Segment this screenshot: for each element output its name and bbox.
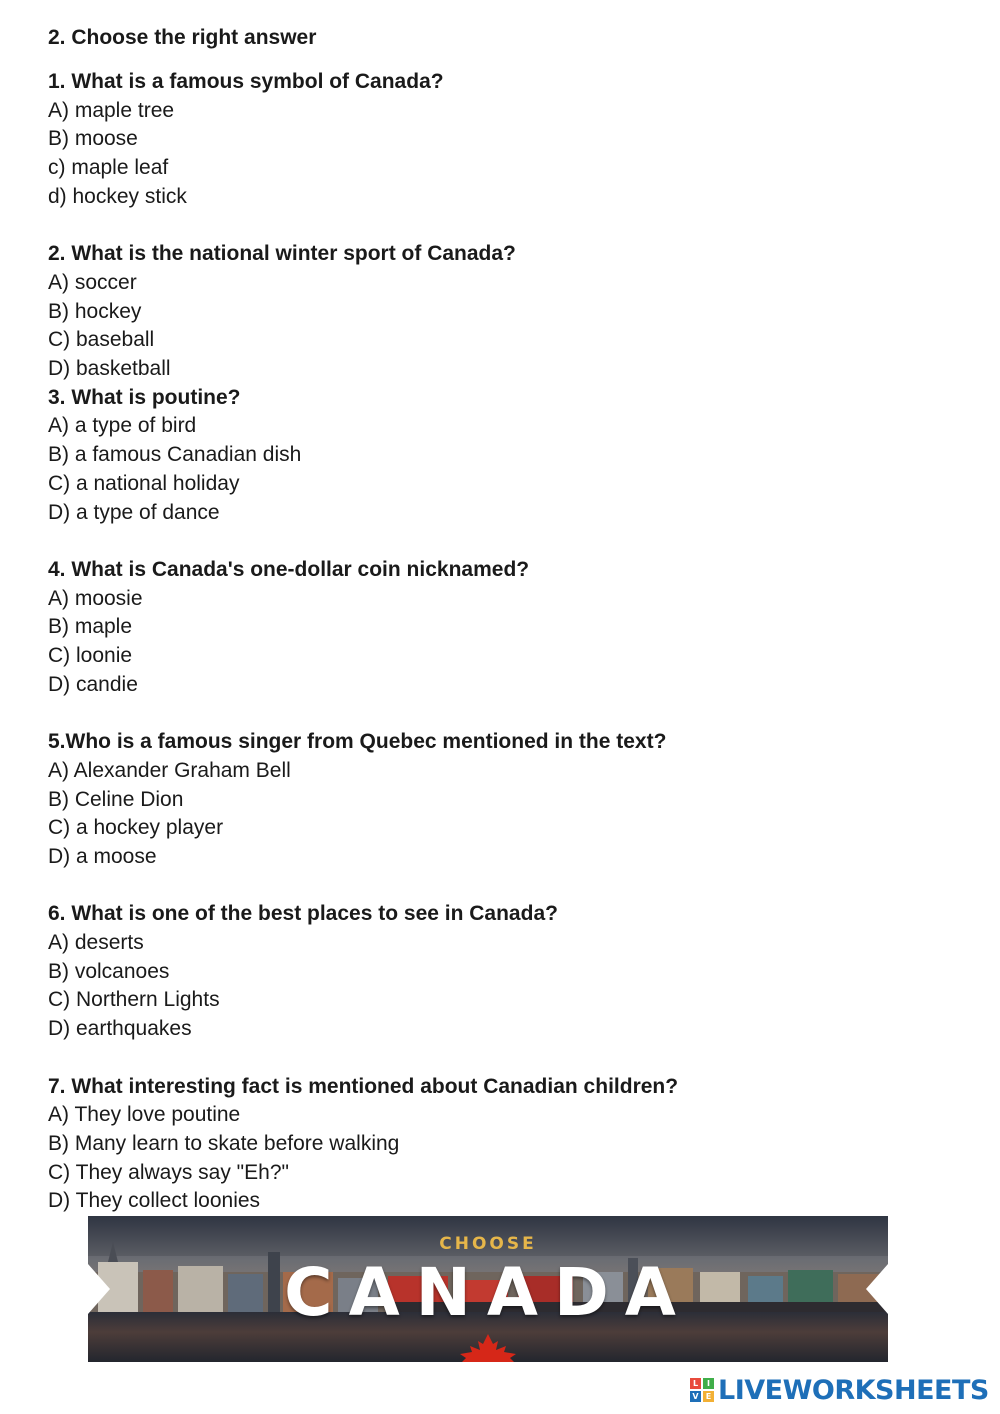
question-block xyxy=(48,384,948,556)
banner-canada-text: CANADA xyxy=(284,1254,692,1331)
question-block xyxy=(48,1073,948,1217)
answer-option: A) moosie xyxy=(48,586,143,610)
answer-option: D) They collect loonies xyxy=(48,1189,261,1213)
banner-left-notch xyxy=(88,1264,110,1314)
answer-option: D) candie xyxy=(48,672,138,696)
answer-option: C) a hockey player xyxy=(48,816,224,840)
question-text: 2. What is the national winter sport of Canada? xyxy=(48,242,516,266)
answer-option: C) loonie xyxy=(48,644,133,668)
answer-option: B) maple xyxy=(48,615,133,639)
answer-option: A) Alexander Graham Bell xyxy=(48,758,291,782)
question-list xyxy=(48,68,948,1216)
answer-option: D) basketball xyxy=(48,357,171,381)
spacer xyxy=(48,212,948,241)
answer-option: C) Northern Lights xyxy=(48,988,220,1012)
answer-option: C) They always say "Eh?" xyxy=(48,1160,289,1184)
answer-option: C) baseball xyxy=(48,328,155,352)
answer-option: B) a famous Canadian dish xyxy=(48,443,302,467)
answer-option: B) Celine Dion xyxy=(48,787,184,811)
question-text: 7. What interesting fact is mentioned about Canadian children? xyxy=(48,1074,679,1098)
maple-leaf-icon xyxy=(450,1334,526,1362)
question-block xyxy=(48,240,948,384)
logo-letter-v: V xyxy=(690,1391,701,1402)
logo-letter-i: I xyxy=(703,1378,714,1389)
answer-option: A) soccer xyxy=(48,270,137,294)
logo-letter-l: L xyxy=(690,1378,701,1389)
question-text: 3. What is poutine? xyxy=(48,385,241,409)
question-text: 6. What is one of the best places to see in Canada? xyxy=(48,902,558,926)
question-text: 5.Who is a famous singer from Quebec mentioned in the text? xyxy=(48,730,667,754)
answer-option: A) deserts xyxy=(48,931,144,955)
question-block xyxy=(48,68,948,240)
spacer xyxy=(48,699,948,728)
liveworksheets-logo-mark-icon xyxy=(690,1378,714,1402)
question-block xyxy=(48,728,948,900)
banner-right-notch xyxy=(866,1264,888,1314)
worksheet xyxy=(48,24,948,1216)
liveworksheets-logo xyxy=(690,1374,990,1406)
section-title: 2. Choose the right answer xyxy=(48,26,317,49)
answer-option: c) maple leaf xyxy=(48,156,169,180)
answer-option: d) hockey stick xyxy=(48,184,187,208)
choose-canada-banner xyxy=(88,1216,888,1362)
answer-option: A) They love poutine xyxy=(48,1103,241,1127)
question-text: 1. What is a famous symbol of Canada? xyxy=(48,70,444,93)
answer-option: D) a moose xyxy=(48,844,157,868)
logo-letter-e: E xyxy=(703,1391,714,1402)
spacer xyxy=(48,872,948,901)
question-text: 4. What is Canada's one-dollar coin nicknamed? xyxy=(48,557,530,581)
answer-option: C) a national holiday xyxy=(48,471,240,495)
answer-option: B) Many learn to skate before walking xyxy=(48,1131,400,1155)
spacer xyxy=(48,1044,948,1073)
answer-option: B) hockey xyxy=(48,299,142,323)
answer-option: A) maple tree xyxy=(48,98,175,122)
question-block xyxy=(48,900,948,1072)
liveworksheets-brand-text: LIVEWORKSHEETS xyxy=(718,1374,989,1406)
banner-choose-text: CHOOSE xyxy=(439,1234,537,1254)
answer-option: D) a type of dance xyxy=(48,500,220,524)
answer-option: A) a type of bird xyxy=(48,414,197,438)
answer-option: D) earthquakes xyxy=(48,1017,192,1041)
spacer xyxy=(48,527,948,556)
question-block xyxy=(48,556,948,728)
answer-option: B) moose xyxy=(48,127,138,151)
answer-option: B) volcanoes xyxy=(48,959,170,983)
